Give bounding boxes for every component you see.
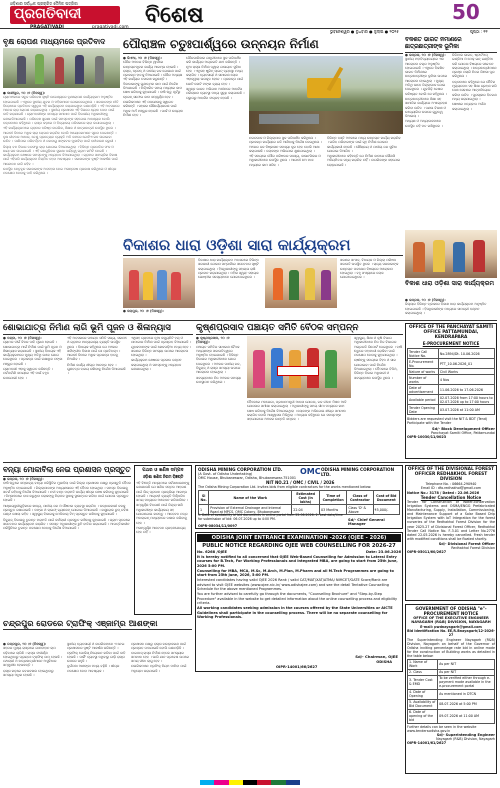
article-headline: ଚନ୍ଦ୍ରପୁର ରୋଡରେ ଟ୍ରାଫିକ୍ ଏଞ୍ଜାମ୍‌ର ଆଶଙ୍କା — [3, 618, 192, 630]
table-row: Available period 02.07.2026 from 17:00 hours to 02.07.2026 up to 17:00 hours — [409, 395, 493, 404]
ad-panchayat-tender — [405, 323, 497, 459]
logo — [10, 6, 120, 24]
ad-title: GOVERNMENT OF ODISHA "e"-PROCUREMENT NOTICE — [415, 606, 487, 616]
ad-nayagarh-procurement — [405, 604, 497, 774]
article-photo — [3, 48, 120, 88]
article-headline: ଶୋଭାଯାତ୍ରା ନିର୍ମାଣ ଲାଗି ଭୂମି ପୂଜନ ଓ ଶିଳାନ୍ୟାସ — [3, 323, 193, 335]
article-body: ଡିଜିଟାଲ ଭାରତ, ଷ୍ଟାର୍ଟଅପ୍ ଇଣ୍ଡିଆ ଓ ମେକ୍ ଇନ୍ ଇଣ୍ଡିଆ ଭଳି ଯୋଜନା ବିଷୟରେ ସଚେତନ କରାଯାଇଥିଲା । ଛାତ୍ରଛାତ୍ରୀମାନେ ପ୍ରଶ୍ନ ପଚାରି ନିଜର ଜିଜ୍ଞାସା ଦୂର କରିଥିଲେ । ବକ୍ତାମାନେ କହିଥିଲେ ଯେ ନୈତିକ ମୂଲ୍ୟବୋଧ ସହ ଶିକ୍ଷା ଗ୍ରହଣ କରି ଦେଶ ସେବାରେ ଆତ୍ମନିୟୋଗ କରିବା ଉଚିତ । ପୁରସ୍କାର ବିତରଣ ମଧ୍ୟ କରାଯାଇଥିଲା । ଶେଷରେ ଧନ୍ୟବାଦ ଅର୍ପଣ କରାଯାଇଥିଲା । — [452, 53, 497, 111]
article-dateline: ● ଚନ୍ଦ୍ରପୁର, ୨୦ ।୭ (ନିଜସ୍ୱ): — [3, 642, 47, 646]
section-title: ବିଶେଷ — [145, 3, 204, 28]
ad-bid-id: Bid Identification No. EE,R.Bnayagarh/12-2026-27 — [407, 628, 495, 637]
ad-email: Email ID : dfo.redhakhol@gmail.com — [420, 486, 482, 490]
article-dateline: ● କାଶୀପୁର, ୨୦ ।୭ (ନିଜସ୍ୱ): — [3, 91, 46, 95]
article-body: ● ଭଦ୍ରକ, ୨୦ ।୭ (ନିଜସ୍ୱ): ସ୍ଥାନୀୟ ମହାବିଦ୍ୟାଳୟରେ ଏକ ଆଲୋଚନା ଚକ୍ର ଅନୁଷ୍ଠିତ ହୋଇଯାଇଛି । ଏଥିରେ ବିକଶିତ ଭାରତ ନିର୍ମାଣରେ ଛାତ୍ରଛାତ୍ରୀଙ୍କ ଭୂମିକା ଉପରେ ଆଲୋଚନା ହୋଇଥିଲା । ମୁଖ୍ୟ ଅତିଥି ଭାବେ ଜିଲ୍ଲାପାଳ ଯୋଗ ଦେଇଥିଲେ । ଯୁବପିଢ଼ି ଦେଶର ଭବିଷ୍ୟତ ବୋଲି ସେ କହିଥିଲେ । ଛାତ୍ରଛାତ୍ରୀମାନେ ଶିକ୍ଷା ସହ ସାମାଜିକ କାର୍ଯ୍ୟରେ ଅଂଶଗ୍ରହଣ କରିବା ଉଚିତ । ଦକ୍ଷତା ବିକାଶ ଓ ଉଦ୍ୟୋଗିତା ଉପରେ ଗୁରୁତ୍ୱ ଦିଆଗଲା । ଅଧ୍ୟକ୍ଷ ଓ ଅଧ୍ୟାପକମାନେ ଉପସ୍ଥିତ ରହି ମତ ରଖିଥିଲେ । — [405, 53, 448, 128]
ad-forest-tender-cancel — [405, 465, 497, 601]
table-row: 1 Provision of External Drainage and Internal Road at MPCS, OMC Colony, Bhubaneswar 22.04 03 Months Class 'D' & Above ₹5,000/- — [199, 505, 400, 515]
article-dateline: ● ଜୟପୁର, ୨୦ ।୭ (ନିଜସ୍ୱ): — [123, 309, 164, 313]
ad-subtitle: E-PROCUREMENT NOTICE — [422, 341, 480, 346]
table-header: Sl No. Name of the Work Estimated Cost (in lakhs) Time of Completion Class of Contractor Cost of Bid Document — [199, 491, 400, 505]
article-body: ● କୃଷ୍ଣପ୍ରସାଦ, ୨୦ ।୭ (ନିଜସ୍ୱ): ପଞ୍ଚାୟତ ସମିତିର ସାଧାରଣ ବୈଠକ ଅଧ୍ୟକ୍ଷଙ୍କ ସଭାପତିତ୍ୱରେ ଅନୁଷ୍ଠିତ ହୋଇଯାଇଛି । ବିଭିନ୍ନ ବିଭାଗର ଅଧିକାରୀମାନେ ଯୋଗ ଦେଇଥିଲେ । ଅଞ୍ଚଳର ପାନୀୟ ଜଳ, ବିଦ୍ୟୁତ୍ ଓ ରାସ୍ତା ସମସ୍ୟା ଉପରେ ଆଲୋଚନା ହୋଇଥିଲା । ସଦସ୍ୟମାନେ ନିଜ ଅଞ୍ଚଳର ସମସ୍ୟା ଉପସ୍ଥାପନ କରିଥିଲେ । — [196, 336, 242, 384]
ad-office: OFFICE OF THE EXECUTIVE ENGINEER NAYAGARH (R&B) DIVISION, NAYAGARH — [411, 616, 491, 625]
ad-address: OMC House, Bhubaneswar, Odisha, Bhubaneswar-751001 — [198, 476, 297, 480]
ad-table — [407, 348, 495, 415]
date-line: ଭୁବନେଶ୍ୱର ● ବୁଧବାର ● ଜୁଲାଇ ● ୨୦୨୫ — [330, 29, 399, 34]
article-traffic-jam — [3, 618, 192, 778]
table-row: 1. Name of Work As per NIT — [408, 659, 495, 669]
table-row: 3. Tender Cost & EMD To be verified either through e-payment mode available in the e-procurement portal — [408, 675, 495, 689]
ad-office: Panchayat Samiti Office, Pattamundai — [430, 431, 495, 435]
ad-email: E-mail: pwdnayagarh@gmail.com — [420, 624, 482, 629]
ad-ipr: OIPR-14001/66/2627 — [276, 665, 318, 669]
article-dateline: ● କୃଷ୍ଣପ୍ରସାଦ, ୨୦ ।୭ (ନିଜସ୍ୱ): — [196, 336, 230, 345]
table-row: 5. Availability of Bid Document 08.07.2026 at 5:00 PM — [408, 699, 495, 709]
ad-body: Interested candidates having valid OJEE 2026 Rank / valid CAT/MAT/XAT/ATMA/ NIMCET/GATE Score/Rank are advised to visit OJEE websites (www.ojee.nic.in/ www.odishajee.com) and see the detail Tentative Counselling Schedule for the above mentioned Programmes. — [197, 578, 389, 592]
ad-office: Redhakhol Forest Division — [451, 545, 495, 550]
logo-sub: PRAGATIVADI — [30, 25, 64, 30]
ad-omc-tender — [195, 465, 403, 529]
article-urban-development — [123, 37, 403, 233]
ad-table — [407, 659, 495, 724]
article-body: ● ଭିଏଆ, ୨୦ ।୭ (ନିଜସ୍ୱ): ପୌର ଅଞ୍ଚଳର ବିଭିନ୍ନ ୱାର୍ଡରେ ଉନ୍ନୟନମୂଳକ କାର୍ଯ୍ୟ ଆରମ୍ଭ ହୋଇଛି । ରାସ୍ତା, ଡ୍ରେନ୍ ଓ ପାନୀୟ ଜଳ ଯୋଗାଣ ପାଇଁ ପ୍ରକଳ୍ପ ହାତକୁ ନିଆଯାଇଛି । ପୌର ଅଧ୍ୟକ୍ଷ ଏହି କାର୍ଯ୍ୟର ତଦାରଖ କରୁଛନ୍ତି । ଠିକାଦାରଙ୍କୁ ଗୁଣାତ୍ମକ କାମ ପାଇଁ ନିର୍ଦ୍ଦେଶ ଦିଆଯାଇଛି । ନିର୍ଦ୍ଧାରିତ ସମୟ ମଧ୍ୟରେ କାମ ଶେଷ କରିବାକୁ କୁହାଯାଇଛି । ବର୍ଷା ଋତୁ ପୂର୍ବରୁ ଡ୍ରେନ୍ ସଫେଇ କାମ ସମ୍ପୂର୍ଣ୍ଣ ହେବ । ନାଗରିକମାନେ ଏହି ପଦକ୍ଷେପକୁ ସ୍ୱାଗତ କରିଛନ୍ତି । ସହରର ସୌନ୍ଦର୍ଯ୍ୟକରଣ ପାଇଁ ଅଧିକ ଅର୍ଥ ମଞ୍ଜୁର ହୋଇଛି । ପାର୍କ ଓ ଉଦ୍ୟାନ ନିର୍ମାଣ ହେବ । — [123, 56, 183, 117]
article-body: ଏହି ଅବସରରେ ପଞ୍ଚାୟତ ସମିତି ସଭ୍ୟ, ସରପଞ୍ଚ ଓ ଗ୍ରାମର ମାନ୍ୟଗଣ୍ୟ ବ୍ୟକ୍ତି ଉପସ୍ଥିତ ଥିଲେ । ବିଧାୟକ କହିଥିଲେ ଯେ ଅଞ୍ଚଳର ସର୍ବାଙ୍ଗୀନ ବିକାଶ ପାଇଁ ସେ ପ୍ରତିବଦ୍ଧ । ଆଗାମୀ ଦିନରେ ଅଧିକ ପ୍ରକଳ୍ପ ହାତକୁ ନିଆଯିବ । ନିର୍ମାଣ କାର୍ଯ୍ୟ ଶୀଘ୍ର ଆରମ୍ଭ ହେବ । ଗୁଣବତ୍ତା ବଜାୟ ରଖିବାକୁ ନିର୍ଦ୍ଦେଶ ଦିଆଯାଇଛି । — [67, 336, 127, 376]
anniversary-badge — [452, 0, 492, 26]
ad-body: The Superintending Engineer Nayagarh (R&B) Division, Nayagarh on behalf of the Governor of Odisha inviting percentage rate bid in online mode for the construction of Building works as detailed in the table below: — [407, 637, 495, 658]
ad-body: The Odisha Mining Corporation Ltd. invites bids from eligible contractors for the works mentioned below: — [198, 485, 372, 489]
ad-ojee-notice — [195, 532, 403, 672]
ad-sign: Sd/- Chief General Manager — [348, 518, 385, 526]
ad-logo: OMC — [300, 467, 321, 476]
ad-title: ପଥର ଓ ଖଣିଜ ସମ୍ପଦ — [142, 468, 184, 473]
article-headline: ବିକାଶର ଧାରା ଓଡ଼ିଶା ସାରା କାର୍ଯ୍ୟକ୍ରମ — [123, 236, 403, 256]
section-divider — [3, 462, 497, 463]
article-dateline: ● ଭଦ୍ରକ, ୨୦ ।୭ (ନିଜସ୍ୱ): — [405, 298, 446, 302]
ad-subtitle: PUBLIC NOTICE REGARDING OJEE WEB COUNSELLING FOR 2026-27 — [202, 543, 396, 549]
table-row: Nature of works Civil Works — [408, 369, 495, 375]
table-row: Date of advertisement 11.06.2026 to 17.06.2026 — [408, 385, 495, 395]
ad-body: Tender for Construction of Water-conservation Irrigation Systems and OSMA/ENGG Prefabricated Manufacturing, Supply, Installation, Commissioning, and Maintenance Support of a Solar Based Drip Irrigation System with IoT Integration for the forest nurseries of the Redhakhol Forest Division for the year 2025-27 of Divisional Forest Officer, Redhakhol Tender Call Notice No. F-3.01 and Letter No.2776 dated 22.05.2026 is hereby cancelled. Fresh tender with modified conditions shall be floated shortly. — [407, 500, 495, 541]
article-headline: ବିକଶିତ ଭାରତ ନିର୍ମାଣରେ ଛାତ୍ରଛାତ୍ରୀଙ୍କ ଭୂମିକା — [405, 37, 497, 53]
article-students-role — [405, 37, 497, 227]
article-body: ସ୍ୱାସ୍ଥ୍ୟ, ଶିକ୍ଷା ଓ କୃଷି ବିଭାଗ ଅଧିକାରୀମାନେ ନିଜ ନିଜ ବିଭାଗର ଅଗ୍ରଗତି ରିପୋର୍ଟ ଦେଇଥିଲେ । ବର୍ଷା ଋତୁରେ ମହାମାରୀ ରୋକିବା ପାଇଁ ପଦକ୍ଷେପ ନେବାକୁ କୁହାଯାଇଥିଲା । ଚାଷୀଙ୍କୁ ସମୟରେ ବିହନ ଓ ସାର ଯୋଗାଇବା ପାଇଁ ନିର୍ଦ୍ଦେଶ ଦିଆଯାଇଥିଲା । ବୈଠକରେ ବିଡିଓ, ବିଭିନ୍ନ ବିଭାଗ ଅଧିକାରୀ ଓ ସଦସ୍ୟମାନେ ଉପସ୍ଥିତ ଥିଲେ । — [354, 336, 403, 380]
article-vikash-dhara-right — [405, 230, 497, 320]
article-body: ବିଭିନ୍ନ ବସ୍ତି ଅଞ୍ଚଳରେ ମଧ୍ୟ ଉନ୍ନୟନ କାର୍ଯ୍ୟ କରାଯିବ । ଗରିବ ପରିବାରଙ୍କ ପାଇଁ ଗୃହ ନିର୍ମାଣ ଯୋଜନା କାର୍ଯ୍ୟକାରୀ ହେଉଛି । ଶୌଚାଳୟ ଓ ପାନୀୟ ଜଳ ସୁବିଧା ଯୋଗାଇ ଦିଆଯିବ । ଅଧିକାରୀମାନେ କହିଛନ୍ତି ଯେ ନିର୍ମାଣ କାମରେ କୌଣସି ଅନିୟମିତତା ସହ୍ୟ କରାଯିବ ନାହିଁ । ନାଗରିକଙ୍କ ସହଯୋଗ ଲୋଡ଼ାଯାଇଛି । — [327, 136, 401, 167]
article-dateline: ● ଭଦ୍ରକ, ୨୦ ।୭ (ନିଜସ୍ୱ): — [405, 53, 446, 57]
ad-ipr: OIPR-05011/60/2627 — [407, 549, 447, 554]
article-body: ● ବଣ୍ଡା, ୨୦ ।୭ (ନିଜସ୍ୱ): ଗ୍ରାମର ଦୀର୍ଘ ଦିନର ଦାବି ପୂରଣ ହୋଇଛି । ଶୋଭାଯାତ୍ରା ମାର୍ଗ ନିର୍ମାଣ ପାଇଁ ଭୂମି ପୂଜନ ଓ ଶିଳାନ୍ୟାସ କରାଯାଇଛି । ସ୍ଥାନୀୟ ବିଧାୟକ ଏହି କାର୍ଯ୍ୟକ୍ରମରେ ମୁଖ୍ୟ ଅତିଥି ଭାବେ ଯୋଗ ଦେଇଥିଲେ । ପ୍ରକଳ୍ପ ପାଇଁ ଲକ୍ଷାଧିକ ଟଙ୍କା ମଞ୍ଜୁର ହୋଇଛି । ଗ୍ରାମବାସୀ ଏହାକୁ ସ୍ୱାଗତ କରିଛନ୍ତି । ପର୍ବପର୍ବାଣି ସମୟରେ ଏହି ମାର୍ଗ ବହୁତ ଉପଯୋଗୀ ହେବ । — [3, 336, 63, 380]
ad-notice-no: Notice No.: 3178 / Dated : 22.06.2026 — [407, 491, 480, 495]
article-body: ● ଭଦ୍ରକ, ୨୦ ।୭ (ନିଜସ୍ୱ): ବର୍ଷା ଋତୁରେ ସମ୍ଭାବ୍ୟ ବନ୍ୟା ପରିସ୍ଥିତିର ମୁକାବିଲା ପାଇଁ ଜିଲ୍ଲା ପ୍ରଶାସନ ପକ୍ଷରୁ ପ୍ରସ୍ତୁତି ବୈଠକ ଅନୁଷ୍ଠିତ ହୋଇଯାଇଛି । ଜିଲ୍ଲାପାଳଙ୍କ ଅଧ୍ୟକ୍ଷତାରେ ଏହି ବୈଠକ ହୋଇଥିଲା । ସମସ୍ତ ବିଭାଗକୁ ସତର୍କ ରହିବାକୁ ନିର୍ଦ୍ଦେଶ ଦିଆଯାଇଛି । ନଦୀ ବନ୍ଧ ମରାମତି କାର୍ଯ୍ୟ ଶୀଘ୍ର ଶେଷ କରିବାକୁ କୁହାଯାଇଛି । ନିମ୍ନାଞ୍ଚଳରେ ବାସ କରୁଥିବା ଲୋକଙ୍କୁ ନିରାପଦ ସ୍ଥାନକୁ ସ୍ଥାନାନ୍ତର କରିବା ପାଇଁ ଯୋଜନା ପ୍ରସ୍ତୁତ ହୋଇଛି । ଆଶ୍ରୟସ୍ଥଳୀଗୁଡ଼ିକରେ ଖାଦ୍ୟ, ପାନୀୟ ଜଳ ଓ ଔଷଧର ବ୍ୟବସ୍ଥା କରାଯିବ । ଉଦ୍ଧାରକାରୀ ଦଳକୁ ପ୍ରସ୍ତୁତ ରଖାଯାଇଛି । ଡଙ୍ଗା ଓ ଲାଇଫ୍ ଜ୍ୟାକେଟ୍ ଯୋଗାଇ ଦିଆଯାଇଛି । କଣ୍ଟ୍ରୋଲ ରୁମ୍ ଚବିଶ ଘଣ୍ଟା ଖୋଲା ରହିବ । ସ୍ୱାସ୍ଥ୍ୟ ବିଭାଗକୁ ମେଡିକାଲ୍ ଟିମ୍ ପ୍ରସ୍ତୁତ ରଖିବାକୁ କୁହାଯାଇଛି । ବିଦ୍ୟୁତ୍ ବିଭାଗକୁ ତୁରନ୍ତ ମରାମତି ପାଇଁ କର୍ମଚାରୀ ପ୍ରସ୍ତୁତ ରଖିବାକୁ କୁହାଯାଇଛି । ଗ୍ରାମ ସ୍ତରରେ ସଚେତନତା କାର୍ଯ୍ୟକ୍ରମ କରାଯିବ । ସମସ୍ତ ଅଧିକାରୀଙ୍କ ଛୁଟି ବାତିଲ କରାଯାଇଛି । ଆପତ୍ତିକାଳୀନ ପରିସ୍ଥିତିରେ ତୁରନ୍ତ ପଦକ୍ଷେପ ନେବାକୁ ନିର୍ଦ୍ଦେଶ ଦିଆଯାଇଛି । — [3, 477, 131, 531]
article-photo-meeting — [247, 336, 351, 398]
article-body: ● କାଶୀପୁର, ୨୦ ।୭ (ନିଜସ୍ୱ): ଗ୍ରାମାଞ୍ଚଳରେ ସବୁଜ ପରିବେଶ ସୃଷ୍ଟି ଉଦ୍ଦେଶ୍ୟରେ ବୃକ୍ଷରୋପଣ କାର୍ଯ୍ୟକ୍ରମ ଅନୁଷ୍ଠିତ ହୋଇଯାଇଛି । ଏଥିରେ ସ୍ଥାନୀୟ ଯୁବକ ଓ ମହିଳାମାନେ ଯୋଗଦେଇଥିଲେ । ସରକାରଙ୍କ ନୀତି ବିରୋଧରେ ପ୍ରତିବାଦ ସ୍ୱରୂପ ଏହି କାର୍ଯ୍ୟକ୍ରମ କରାଯାଇଥିବା ଜଣାପଡ଼ିଛି । ଏହି ଅବସରରେ ଅନେକ ଚାରା ରୋପଣ କରାଯାଇଥିଲା । ସ୍ଥାନୀୟ ପ୍ରଶାସନ ଏହି ଦିଗରେ ଧ୍ୟାନ ଦେବା ପାଇଁ ଦାବି କରାଯାଇଛି । ଗ୍ରାମବାସୀଙ୍କ ସମସ୍ୟା ସମାଧାନ ପାଇଁ ବିଭାଗୀୟ ଅଧିକାରୀଙ୍କୁ ଜଣାଇଦିଆଯାଇଛି । ପରିବେଶ ସୁରକ୍ଷା ପାଇଁ ସମସ୍ତଙ୍କ ସହଯୋଗ ଆବଶ୍ୟକ ବୋଲି ବକ୍ତାମାନେ କହିଥିଲେ । ରାସ୍ତା କଡ଼ରେ ଓ ବିଦ୍ୟାଳୟ ପରିସରରେ ଚାରା ଲଗାଯାଇଥିଲା । ଏହି କାର୍ଯ୍ୟକ୍ରମରେ ଗ୍ରାମର ବରିଷ୍ଠ ନାଗରିକ, ଶିକ୍ଷକ ଓ ଛାତ୍ରଛାତ୍ରୀ ଉପସ୍ଥିତ ଥିଲେ । ଆଗାମୀ ଦିନରେ ଅଧିକ ଚାରା ରୋପଣ କରାଯିବ ବୋଲି ଆୟୋଜକମାନେ ସୂଚନା ଦେଇଛନ୍ତି । ବୃକ୍ଷ ଜୀବନର ଆଧାର, ତେଣୁ ପ୍ରତ୍ୟେକ ବ୍ୟକ୍ତି ଅତି କମରେ ଗୋଟିଏ ଗଛ ଲଗାଇବା ଉଚିତ । ପାଣିପାଗ ପରିବର୍ତ୍ତନ ଓ ଜଳବାୟୁ ସଙ୍କଟର ମୁକାବିଲା ପାଇଁ ବନୀକରଣ ଜରୁରୀ । ଜିଲ୍ଲା ବନ ବିଭାଗ ତରଫରୁ ଚାରା ଯୋଗାଇ ଦିଆଯାଇଥିଲା । ବିଭିନ୍ନ ପ୍ରଜାତିର ଫଳ ଓ ଛାୟା ଗଛ ଲଗାଯାଇଛି । ଏହି ଗଛଗୁଡ଼ିକର ସୁରକ୍ଷା ଦାୟିତ୍ୱ ଗ୍ରାମ କମିଟି ନେଇଛି । କାର୍ଯ୍ୟକ୍ରମ ଶେଷରେ ସମସ୍ତଙ୍କୁ ଧନ୍ୟବାଦ ଦିଆଯାଇଥିଲା । ଗ୍ରାମର ସାମଗ୍ରିକ ବିକାଶ ପାଇଁ ଏହିପରି କାର୍ଯ୍ୟକ୍ରମ ନିୟମିତ ହେବା ଆବଶ୍ୟକ । ସରକାରଙ୍କ ଦୃଷ୍ଟି ଆକର୍ଷଣ ପାଇଁ ଆନ୍ଦୋଳନ ଜାରି ରହିବ । ଉପସ୍ଥିତ ନେତୃବୃନ୍ଦ ସରକାରଙ୍କ ଅବହେଳା ନେଇ ଅସନ୍ତୋଷ ପ୍ରକାଶ କରିଥିଲେ ଓ ଶୀଘ୍ର ପଦକ୍ଷେପ ନେବାକୁ ଦାବି କରିଥିଲେ । — [3, 91, 120, 176]
article-body: ପ୍ରଶାସନ ପକ୍ଷରୁ ରାସ୍ତା ଚଉଡ଼ାକରଣ ପାଇଁ ପ୍ରସ୍ତାବ ପଠାଯାଇଛି ବୋଲି ଜଣାପଡ଼ିଛି । ବାଇପାସ୍ ରାସ୍ତା ନିର୍ମାଣ ହେଲେ ସମସ୍ୟାର ସମାଧାନ ହେବ । ଭାରି ଯାନ ପ୍ରବେଶ ଉପରେ ସମୟ ସୀମା ଲାଗୁ ହେବ । ନାଗରିକମାନେ ଟ୍ରାଫିକ୍ ନିୟମ ମାନିବା ପାଇଁ ଅନୁରୋଧ କରାଯାଇଛି । — [131, 642, 190, 673]
article-body: ଏଥିସହ ଗ୍ରାମରେ ନୂଆ କମ୍ୟୁନିଟି ହଲ୍ ଓ ପାଠାଗାର ନିର୍ମାଣ ପାଇଁ ପ୍ରସ୍ତାବ ଦିଆଯାଇଛି । ଯୁବକମାନଙ୍କ ପାଇଁ ଖେଳପଡ଼ିଆ ମଧ୍ୟ ହେବ । ସଭାରେ ବିଭିନ୍ନ ସମସ୍ୟା ଉପରେ ଆଲୋଚନା ହୋଇଥିଲା । କାର୍ଯ୍ୟକ୍ରମ ଶେଷରେ ପ୍ରସାଦ ବଣ୍ଟନ କରାଯାଇଥିଲା ଓ ସମସ୍ତଙ୍କୁ ଧନ୍ୟବାଦ ଜଣାଯାଇଥିଲା । — [131, 336, 192, 372]
ad-sign: Sd/- Block Development Officer — [431, 427, 495, 431]
article-body: ସ୍ଥାନୀୟ ବ୍ୟବସାୟୀ ଓ ନାଗରିକମାନେ ଏ ନେଇ ପ୍ରଶାସନର ଦୃଷ୍ଟି ଆକର୍ଷଣ କରିଛନ୍ତି । ଟ୍ରାଫିକ୍ ପୋଲିସ୍ ନିୟୋଜନ କରିବା ପାଇଁ ଦାବି ହେଉଛି । ପାର୍କିଂ ବ୍ୟବସ୍ଥା ନଥିବାରୁ ଗାଡ଼ି ରାସ୍ତା ଉପରେ ରହୁଛି । ଦୁର୍ଘଟଣା ଆଶଙ୍କା ମଧ୍ୟ ବଢ଼ିଛି । ଶୀଘ୍ର ପଦକ୍ଷେପ ନେବା ଆବଶ୍ୟକ । — [67, 642, 126, 673]
article-tree-plantation — [3, 37, 120, 317]
article-photo-event — [265, 258, 337, 308]
ad-city: ODISHA — [376, 660, 392, 664]
ad-subtitle: ଓଡ଼ିଶା ଖଣିଜ ନିଗମ ବିଜ୍ଞପ୍ତି — [142, 474, 184, 479]
ad-body: It is hereby notified to all concerned that OJEE Web-Based Counselling for Admission to Lateral Entry courses for B.Tech, For Working Professionals and Integrated MBA, are going to start from 25th June, 2026 5:00 PM. — [197, 555, 398, 568]
article-photo-construction — [249, 56, 403, 134]
page-number: ପୃଷ୍ଠା : ୧୧ — [470, 29, 488, 34]
ad-notice-title: Tender Cancellation Notice — [420, 495, 482, 500]
article-foundation-stone — [3, 323, 193, 459]
ad-office-2: Nayagarh (R&B) Division, Nayagarh — [436, 736, 495, 741]
ad-title: OFFICE OF THE DIVISIONAL FOREST OFFICER REDHAKHOL FOREST DIVISION — [407, 467, 495, 482]
ad-sign: Sd/- Superintending Engineer — [436, 732, 495, 737]
ad-footnote: 1. Date of availability of bid documents in online portal from 22.06.2026. 2. Last date/time for submission of bid: 06.07.2026 up to 4:00 PM. — [198, 513, 343, 521]
ad-sign: Sd/- Divisional Forest Officer — [438, 541, 495, 546]
ad-notice-small: ପଥର ଓ ଖଣିଜ ସମ୍ପଦ ଓଡ଼ିଶା ଖଣିଜ ନିଗମ ବିଜ୍ଞପ୍ତି ଏହି ବିଜ୍ଞପ୍ତି ମାଧ୍ୟମରେ ସର୍ବସାଧାରଣଙ୍କୁ ଜଣାଯାଉଛି ଯେ ଖଣିଜ ସମ୍ପଦ ଆହରଣ ପାଇଁ ଲିଜ୍ ପ୍ରଦାନ ପ୍ରକ୍ରିୟା ଆରମ୍ଭ ହୋଇଛି । ଆଗ୍ରହୀ ବ୍ୟକ୍ତି ନିର୍ଦ୍ଧାରିତ ସମୟ ମଧ୍ୟରେ ଆବେଦନ କରିପାରିବେ । ସମ୍ପୂର୍ଣ୍ଣ ବିବରଣୀ ପାଇଁ ଜିଲ୍ଲା ଖଣି ଅଧିକାରୀଙ୍କ କାର୍ଯ୍ୟାଳୟ ସହ ଯୋଗାଯୋଗ କରନ୍ତୁ । ଆବେଦନ ପତ୍ର ଅନଲାଇନ୍ ମାଧ୍ୟମରେ ଦାଖଲ କରିବାକୁ ହେବ । ଅସମ୍ପୂର୍ଣ୍ଣ ଆବେଦନ ଗ୍ରହଣଯୋଗ୍ୟ ହେବ ନାହିଁ । — [134, 465, 192, 615]
article-body: ● ଭଦ୍ରକ, ୨୦ ।୭ (ନିଜସ୍ୱ): ଜିଲ୍ଲାର ବିଭିନ୍ନ ବ୍ଲକରେ ବିକାଶ ଧାରା କାର୍ଯ୍ୟକ୍ରମ ଅନୁଷ୍ଠିତ ହୋଇଯାଇଛି । ହିତାଧିକାରୀଙ୍କ ମଧ୍ୟରେ ସାମଗ୍ରୀ ବଣ୍ଟନ କରାଯାଇଥିଲା । — [405, 298, 487, 315]
article-headline: ବିକାଶ ଧାରା ଓଡ଼ିଶା ସାରା କାର୍ଯ୍ୟକ୍ରମ — [405, 280, 495, 287]
article-body: ନଗରପାଳ ଓ ଜିଲ୍ଲାପାଳ ସ୍ଥଳ ପରିଦର୍ଶନ କରିଥିଲେ । ପ୍ରକଳ୍ପ କାର୍ଯ୍ୟରେ ଗତି ଆଣିବାକୁ ନିର୍ଦ୍ଦେଶ ଦେଇଥିଲେ । ଅଞ୍ଚଳର ଜଳ ନିଷ୍କାସନ ସମସ୍ୟା ଦୂର ହେବ ବୋଲି ଆଶା କରାଯାଉଛି । ଲୋକଙ୍କ ଅଭିଯୋଗ ଶୁଣାଯାଇଥିଲା । ଏହି ସମୟରେ ପୌର ପରିଷଦର ସଦସ୍ୟ, କାଉନସିଲର ଓ ଅଧିକାରୀମାନେ ଉପସ୍ଥିତ ଥିଲେ । ଆଗାମୀ ଛଅ ମାସ ମଧ୍ୟରେ କାମ ସରିବ । — [249, 136, 322, 167]
section-divider — [3, 320, 497, 321]
article-body — [123, 309, 195, 318]
color-registration-strip — [200, 780, 300, 785]
ad-contact: Telephone No. : 06664-290940 — [425, 482, 477, 486]
ad-sign: Sd/- Chairman, OJEE — [355, 654, 398, 659]
ad-ipr: OIPR-08034/11/0097 — [198, 524, 238, 528]
article-samiti-meeting — [196, 323, 403, 459]
table-row: 4. Date of Opening As mentioned in DTCN — [408, 689, 495, 699]
ad-title: OFFICE OF THE PANCHAYAT SAMITI OFFICE PATTAMUNDAI, KENDRAPARA — [408, 325, 494, 340]
ad-footnote: Further details can be seen in the website www.tendersodisha.gov.in — [407, 724, 477, 733]
ad-subtitle: (A Govt. of Odisha Undertaking) — [198, 472, 253, 476]
article-headline: ବୃକ୍ଷ ରୋପଣ ମାଧ୍ୟମରେ ପ୍ରତିବାଦ — [3, 37, 120, 49]
table-row: Tender Opening Date 03.07.2026 at 11:00 AM — [408, 405, 495, 415]
ad-nit: NIT NO.21 / OMC / CIVIL / 2026 — [266, 480, 335, 485]
table-row: 2. Class As per NIT — [408, 669, 495, 675]
article-headline: ବନ୍ୟା ମୋକାବିଲା ନେଇ ପ୍ରଶାସନ ପ୍ରସ୍ତୁତ — [3, 465, 131, 477]
date-bar — [0, 28, 500, 34]
table-row: Number of works 4 Nos — [408, 375, 495, 385]
article-photo-event — [405, 230, 497, 278]
ad-ipr: OIPR-14001/61/2627 — [407, 740, 447, 745]
ad-note: Bidders are requested visit the NIT & BDT (Tend) Participate with the Tender — [407, 417, 488, 425]
article-body: ● ଚନ୍ଦ୍ରପୁର, ୨୦ ।୭ (ନିଜସ୍ୱ): ସହରର ମୁଖ୍ୟ ରାସ୍ତାରେ ଯାନବାହାନ ଚାପ ବଢ଼ିବାରେ ଲାଗିଛି । ରାସ୍ତା ସଂକୀର୍ଣ୍ଣ ହୋଇଥିବାରୁ ପ୍ରାୟତଃ ଟ୍ରାଫିକ୍ ଜାମ୍ ହେଉଛି । ପଥଚାରୀ ଓ ଛାତ୍ରଛାତ୍ରୀମାନେ ଅସୁବିଧାର ସମ୍ମୁଖୀନ ହେଉଛନ୍ତି । ରାସ୍ତା କଡ଼ରେ ଜବରଦଖଲ ହୋଇଥିବାରୁ ସମସ୍ୟା ଅଧିକ ହେଉଛି । — [3, 642, 63, 678]
article-flood-readiness — [3, 465, 131, 615]
table-row: E-Procurement No. PTT_10.06.2026_01 — [408, 359, 495, 369]
article-photo-event — [123, 258, 195, 308]
ad-date: Date: 23.06.2026 — [366, 550, 401, 554]
ad-body: Counselling for MBA, MCA, M.Sc, M.Arch, M.Plan, M.Pharm and all M.Tech Programmes are going to start from 25th June, 2026, 5:00 PM. — [197, 568, 394, 578]
ad-body: You are further advised to carefully go through the documents, "Counselling Brochure" and "Step-by-Step Procedure" available in the website to get detailed information about the online counselling process and eligibility criteria. — [197, 592, 398, 605]
ad-title: ODISHA JOINT ENTRANCE EXAMINATION -2026 (OJEE - 2026) — [197, 534, 401, 542]
article-body: ସଭାରେ ସାଂସଦ, ବିଧାୟକ ଓ ଜିଲ୍ଲା ପରିଷଦ ସଭାପତି ଉପସ୍ଥିତ ଥିଲେ । ରାଜ୍ୟ ସରକାରଙ୍କ ଉନ୍ନୟନ ପଦକ୍ଷେପ ବିଷୟରେ ଆଲୋଚନା ହୋଇଥିଲା । ବହୁ ସଂଖ୍ୟାରେ ଲୋକ ଯୋଗଦେଇଥିଲେ । — [340, 258, 399, 280]
table-row: Tender Call Notice No. No.2894/Dt. 10.06.2026 — [408, 349, 495, 359]
article-dateline: ● ଭିଏଆ, ୨୦ ।୭ (ନିଜସ୍ୱ): — [123, 56, 162, 60]
article-body: ବୈଠକରେ ମନରେଗା, ପ୍ରଧାନମନ୍ତ୍ରୀ ଆବାସ ଯୋଜନା, ଜଳ ଜୀବନ ମିଶନ ଆଦି ଯୋଜନାର ସମୀକ୍ଷା କରାଯାଇଥିଲା । ଅଧିକାରୀଙ୍କୁ ସମୟ ସୀମା ମଧ୍ୟରେ କାମ ଶେଷ କରିବାକୁ ନିର୍ଦ୍ଦେଶ ଦିଆଯାଇଥିଲା । ଲୋକଙ୍କ ଅଭିଯୋଗ ଶୀଘ୍ର ସମାଧାନ କରାଯିବ ବୋଲି ଆଶ୍ୱାସନା ମିଳିଥିଲା । ଅଧ୍ୟକ୍ଷ କହିଥିଲେ ଯେ ସମସ୍ତଙ୍କ ସହଯୋଗରେ ଅଞ୍ଚଳର ଉନ୍ନତି ସମ୍ଭବ । — [247, 400, 347, 422]
article-vikash-dhara — [123, 236, 403, 318]
ad-table — [198, 490, 400, 515]
article-body: ପୌରପାଳିକାର ଯନ୍ତ୍ରୀମାନେ ସ୍ଥଳ ପରିଦର୍ଶନ କରି କାର୍ଯ୍ୟର ଅଗ୍ରଗତି ଯାଞ୍ଚ କରିଛନ୍ତି । ନୂଆ ରାସ୍ତା ନିର୍ମାଣ ଦ୍ୱାରା ଯାତାୟାତ ସୁବିଧା ହେବ । ଏଥିସହ ଷ୍ଟ୍ରିଟ୍ ଲାଇଟ୍ ବ୍ୟବସ୍ଥା ମଧ୍ୟ କରାଯିବ । ବ୍ୟବସାୟୀ ଓ ସାଧାରଣ ଲୋକ ଏହାଦ୍ୱାରା ଉପକୃତ ହେବେ । ପ୍ରକଳ୍ପ ପାଇଁ କୋଟି କୋଟି ଟଙ୍କା ବ୍ୟୟ ହେବ । ସ୍ୱଚ୍ଛ ଭାରତ ଅଭିଯାନ ଅଧୀନରେ ଆବର୍ଜନା ପରିଚାଳନା ବ୍ୟବସ୍ଥା ମଧ୍ୟ ସୁଦୃଢ଼ କରାଯାଉଛି । ଘରୁଘରୁ ଆବର୍ଜନା ସଂଗ୍ରହ ହେଉଛି । — [186, 56, 245, 100]
table-row: 6. Date of opening of the bid 09.07.2026 at 11:00 AM — [408, 709, 495, 723]
article-dateline: ● ବଣ୍ଡା, ୨୦ ।୭ (ନିଜସ୍ୱ): — [3, 336, 42, 340]
article-headline: କୃଷ୍ଣପ୍ରସାଦ ପଞ୍ଚାୟତ ସମିତି ବୈଠକ ସମ୍ପନ୍ନ — [196, 323, 403, 335]
masthead — [0, 0, 500, 34]
logo-text: ପ୍ରଗତିବାଦୀ — [14, 6, 82, 22]
anniversary-number: 50 — [452, 0, 480, 24]
article-dateline: ● ଭଦ୍ରକ, ୨୦ ।୭ (ନିଜସ୍ୱ): — [3, 477, 44, 481]
masthead-tagline: ଓଡ଼ିଶାର ସର୍ବାଧିକ ପ୍ରଚାରିତ ଦୈନିକ ପତ୍ରିକା — [10, 1, 78, 6]
ad-ipr: OIPR-10030/11/0023 — [407, 435, 447, 439]
ad-body: All working candidates seeking admission in the courses offered by the State Universities or AICTE Guidelines shall participate in the counselling process. There will be no separate counselling for Working Professionals. — [197, 606, 393, 619]
article-headline: ପୌରାଞ୍ଚଳ ଚତୁଃପାର୍ଶ୍ୱରେ ଉନ୍ନୟନ ନିର୍ମାଣ — [123, 37, 403, 54]
article-body: ବିକାଶର ଧାରା କାର୍ଯ୍ୟକ୍ରମ ଅବସରରେ ବିଭିନ୍ନ ସରକାରୀ ଯୋଜନା ସମ୍ପର୍କରେ ସଚେତନତା ସୃଷ୍ଟି କରାଯାଇଥିଲା । ହିତାଧିକାରୀଙ୍କୁ ସହାୟତା ରାଶି ପ୍ରଦାନ କରାଯାଇଥିଲା । ମହିଳା ସ୍ୱୟଂ ସହାୟକ ଗୋଷ୍ଠୀର ସଦସ୍ୟମାନେ ଯୋଗଦେଇଥିଲେ । — [198, 258, 259, 280]
ad-title: ODISHA MINING CORPORATION LTD. — [198, 467, 283, 472]
ad-number: No. 6268 /OJEE — [197, 550, 227, 554]
website: pragativadi.com — [92, 25, 129, 30]
ad-title-2: ODISHA MINING CORPORATION LTD. — [321, 467, 395, 477]
